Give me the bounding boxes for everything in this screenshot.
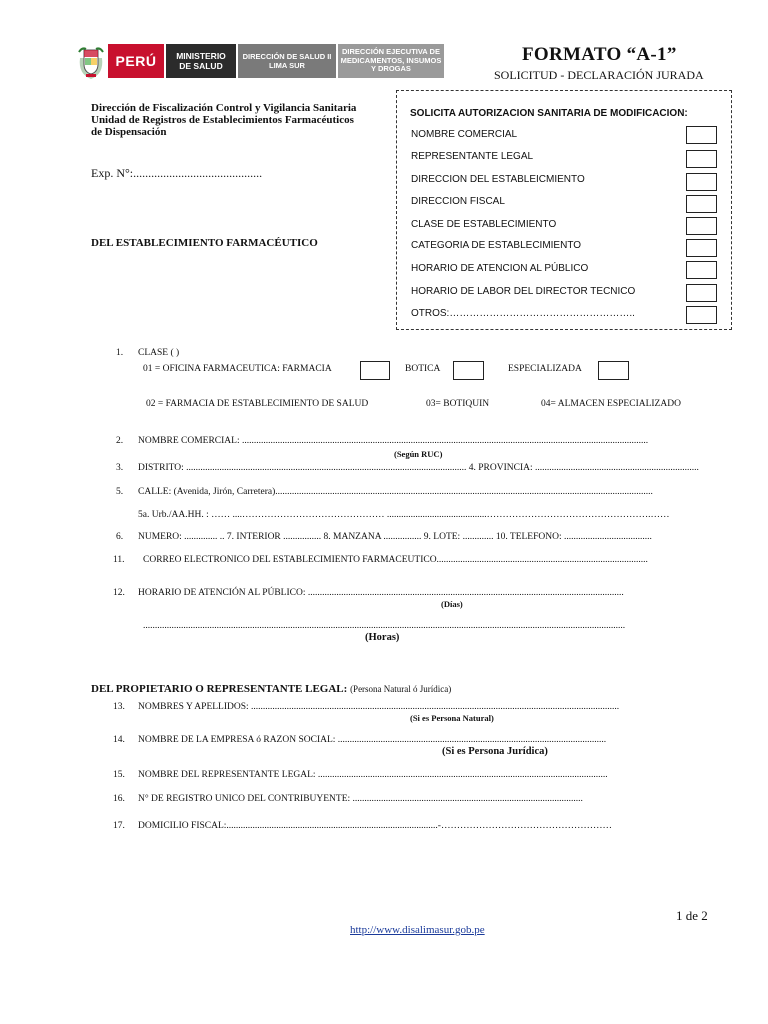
item-number-2: 2. <box>116 436 124 446</box>
item-number-1: 1. <box>116 348 124 358</box>
direccion-line-2: Unidad de Registros de Establecimientos Farmacéuticos <box>91 114 354 126</box>
request-item-direccion-establecimiento: DIRECCION DEL ESTABLEICMIENTO <box>411 174 585 185</box>
checkbox-direccion-fiscal[interactable] <box>686 195 717 213</box>
checkbox-direccion-establecimiento[interactable] <box>686 173 717 191</box>
logo-ministerio-line-1: MINISTERIO <box>176 51 226 61</box>
request-box-title: SOLICITA AUTORIZACION SANITARIA DE MODIFICACION: <box>410 108 688 119</box>
nombres-apellidos-field[interactable]: NOMBRES Y APELLIDOS: ........................................................................................................................................................... <box>138 702 620 712</box>
clase-field[interactable]: CLASE ( ) <box>138 348 180 358</box>
numero-direccion-field[interactable]: NUMERO: .............. .. 7. INTERIOR ................ 8. MANZANA ................ 9. LOTE: ............. 10. TELEFONO: ..................................... <box>138 532 652 542</box>
checkbox-horario-director[interactable] <box>686 284 717 302</box>
option-01-farmacia-label: 01 = OFICINA FARMACEUTICA: FARMACIA <box>143 364 332 374</box>
request-item-otros[interactable]: OTROS:……………………………………………….. <box>411 308 635 319</box>
request-item-nombre-comercial: NOMBRE COMERCIAL <box>411 129 518 140</box>
item-number-15: 15. <box>113 770 125 780</box>
logo-diresa <box>238 44 336 78</box>
checkbox-botica[interactable] <box>453 361 484 380</box>
logo-digemid-line-1: DIRECCIÓN EJECUTIVA DE <box>342 47 440 57</box>
checkbox-especializada[interactable] <box>598 361 629 380</box>
horario-horas-field[interactable]: ........................................................................................................................................................................................................... <box>143 621 626 631</box>
logo-digemid-line-2: MEDICAMENTOS, INSUMOS <box>340 55 442 65</box>
expediente-field[interactable]: Exp. N°:........................................... <box>91 166 263 180</box>
correo-field[interactable]: CORREO ELECTRONICO DEL ESTABLECIMIENTO FARMACEUTICO......................................................................................... <box>143 555 648 565</box>
checkbox-horario-atencion[interactable] <box>686 261 717 279</box>
nombre-comercial-field[interactable]: NOMBRE COMERCIAL: ........................................................................................................................................................................... <box>138 436 649 446</box>
item-number-12: 12. <box>113 588 125 598</box>
checkbox-farmacia[interactable] <box>360 361 390 380</box>
option-botica-label: BOTICA <box>405 364 441 374</box>
option-04-label: 04= ALMACEN ESPECIALIZADO <box>541 399 681 409</box>
logo-ministerio-line-2: DE SALUD <box>179 61 223 71</box>
item-number-11: 11. <box>113 555 125 565</box>
ruc-field[interactable]: N° DE REGISTRO UNICO DEL CONTRIBUYENTE: ................................................................................................. <box>138 794 583 804</box>
item-number-5: 5. <box>116 487 124 497</box>
calle-field[interactable]: CALLE: (Avenida, Jirón, Carretera)............................................................................................................................................................... <box>138 487 653 497</box>
razon-social-field[interactable]: NOMBRE DE LA EMPRESA ó RAZON SOCIAL: ................................................................................................................. <box>138 735 607 745</box>
request-item-horario-atencion: HORARIO DE ATENCION AL PÚBLICO <box>411 263 589 274</box>
dias-note: (Días) <box>441 599 463 609</box>
checkbox-clase-establecimiento[interactable] <box>686 217 717 235</box>
logo-digemid-line-3: Y DROGAS <box>371 64 411 74</box>
representante-legal-field[interactable]: NOMBRE DEL REPRESENTANTE LEGAL: .......................................................................................................................... <box>138 770 608 780</box>
request-item-horario-director: HORARIO DE LABOR DEL DIRECTOR TECNICO <box>411 286 636 297</box>
request-item-categoria-establecimiento: CATEGORIA DE ESTABLECIMIENTO <box>411 240 582 251</box>
request-item-direccion-fiscal: DIRECCION FISCAL <box>411 196 505 207</box>
horario-dias-field[interactable]: HORARIO DE ATENCIÓN AL PÚBLICO: ..................................................................................................................................... <box>138 588 624 598</box>
si-persona-natural-note: (Si es Persona Natural) <box>410 713 494 723</box>
page-number: 1 de 2 <box>676 908 708 923</box>
footer-website-link[interactable]: http://www.disalimasur.gob.pe <box>350 924 485 936</box>
item-number-17: 17. <box>113 821 125 831</box>
option-02-label: 02 = FARMACIA DE ESTABLECIMIENTO DE SALUD <box>146 399 369 409</box>
logo-peru <box>108 44 164 78</box>
checkbox-categoria-establecimiento[interactable] <box>686 239 717 257</box>
item-number-14: 14. <box>113 735 125 745</box>
logo-peru-text: PERÚ <box>115 52 157 69</box>
section-propietario-title <box>91 683 451 695</box>
distrito-provincia-field[interactable]: DISTRITO: ...................................................................................................................... 4. PROVINCIA: ..................................................................... <box>138 463 699 473</box>
item-number-16: 16. <box>113 794 125 804</box>
option-especializada-label: ESPECIALIZADA <box>508 364 582 374</box>
request-item-clase-establecimiento: CLASE DE ESTABLECIMIENTO <box>411 219 557 230</box>
option-03-label: 03= BOTIQUIN <box>426 399 490 409</box>
item-number-13: 13. <box>113 702 125 712</box>
section-propietario-note: (Persona Natural ó Jurídica) <box>350 684 452 694</box>
horas-note: (Horas) <box>365 632 400 643</box>
request-item-representante-legal: REPRESENTANTE LEGAL <box>411 151 534 162</box>
item-number-3: 3. <box>116 463 124 473</box>
logo-diresa-line-2: LIMA SUR <box>269 61 305 70</box>
logo-diresa-line-1: DIRECCIÓN DE SALUD II <box>242 52 332 61</box>
domicilio-fiscal-field[interactable]: DOMICILIO FISCAL:.........................................................................................-……………………………………………… <box>138 821 612 831</box>
peru-coat-of-arms-icon <box>76 44 106 80</box>
direccion-line-1: Dirección de Fiscalización Control y Vigilancia Sanitaria <box>91 102 357 114</box>
checkbox-otros[interactable] <box>686 306 717 324</box>
item-number-6: 6. <box>116 532 124 542</box>
section-establecimiento-title: DEL ESTABLECIMIENTO FARMACÉUTICO <box>91 237 318 249</box>
formato-title: FORMATO “A-1” <box>522 44 677 65</box>
segun-ruc-note: (Según RUC) <box>394 449 443 459</box>
logo-ministerio <box>166 44 236 78</box>
section-propietario-heading: DEL PROPIETARIO O REPRESENTANTE LEGAL: <box>91 683 351 695</box>
logo-digemid <box>338 44 444 78</box>
direccion-line-3: de Dispensación <box>91 126 167 138</box>
checkbox-nombre-comercial[interactable] <box>686 126 717 144</box>
urbanizacion-field[interactable]: 5a. Urb./AA.HH. : …… ....……………………………………… ..........................................…………………………………………….…… <box>138 510 670 520</box>
formato-subtitle: SOLICITUD - DECLARACIÓN JURADA <box>494 68 704 82</box>
checkbox-representante-legal[interactable] <box>686 150 717 168</box>
si-persona-juridica-note: (Si es Persona Jurídica) <box>442 746 548 757</box>
